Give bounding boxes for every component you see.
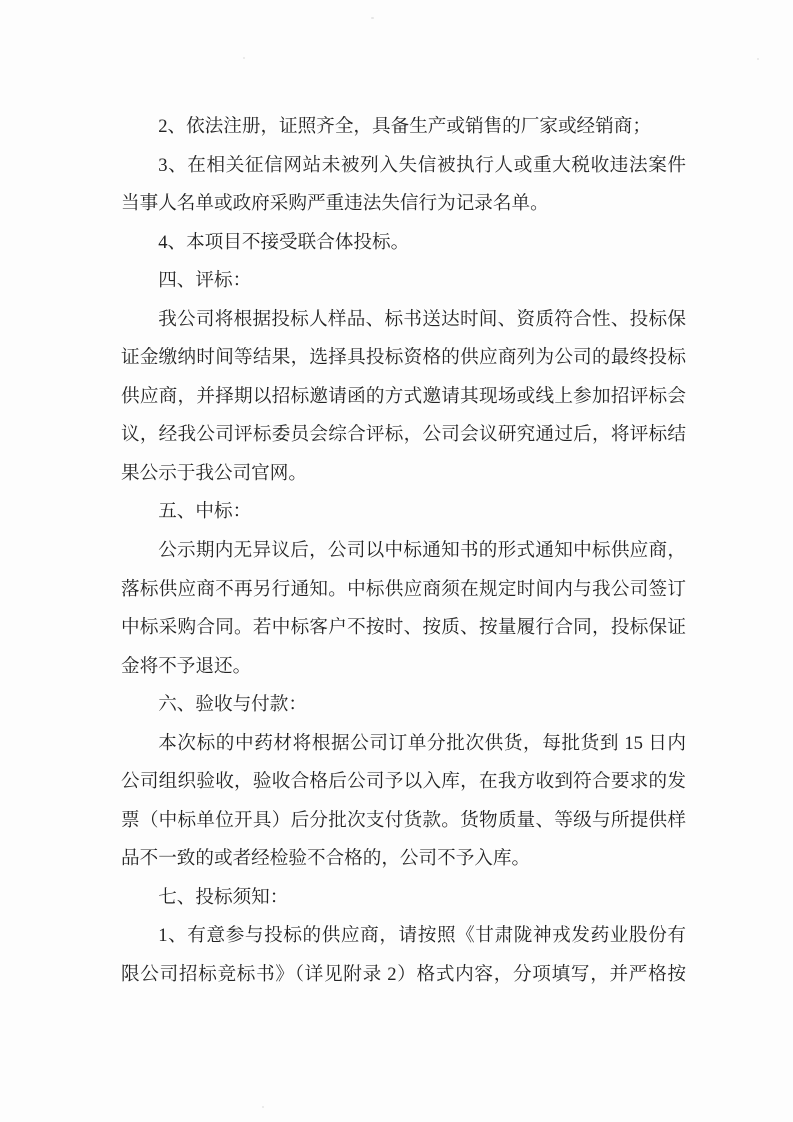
text-line: 中标采购合同。若中标客户不按时、按质、按量履行合同，投标保证 — [121, 617, 686, 639]
text-line: 1、有意参与投标的供应商，请按照《甘肃陇神戎发药业股份有 — [158, 925, 686, 947]
text-line: 果公示于我公司官网。 — [121, 462, 307, 484]
text-line: 票（中标单位开具）后分批次支付货款。货物质量、等级与所提供样 — [121, 809, 686, 831]
text-line: 落标供应商不再另行通知。中标供应商须在规定时间内与我公司签订 — [121, 578, 686, 600]
text-line: 3、在相关征信网站未被列入失信被执行人或重大税收违法案件 — [158, 154, 686, 176]
text-line: 我公司将根据投标人样品、标书送达时间、资质符合性、投标保 — [158, 308, 686, 330]
scan-speck — [371, 17, 374, 19]
text-line: 供应商，并择期以招标邀请函的方式邀请其现场或线上参加招评标会 — [121, 385, 686, 407]
scan-speck — [757, 58, 759, 60]
section-heading: 四、评标： — [158, 270, 252, 292]
text-line: 品不一致的或者经检验不合格的，公司不予入库。 — [121, 848, 531, 870]
text-line: 限公司招标竞标书》（详见附录 2）格式内容，分项填写，并严格按 — [121, 964, 686, 986]
text-line: 证金缴纳时间等结果，选择具投标资格的供应商列为公司的最终投标 — [121, 347, 686, 369]
section-heading: 六、验收与付款： — [158, 694, 307, 716]
text-line: 2、依法注册，证照齐全，具备生产或销售的厂家或经销商； — [158, 116, 651, 137]
document-text — [121, 108, 686, 995]
section-heading: 七、投标须知： — [158, 886, 289, 908]
scan-speck — [262, 1106, 264, 1108]
scan-speck — [243, 57, 245, 59]
text-line: 公示期内无异议后，公司以中标通知书的形式通知中标供应商， — [158, 540, 686, 562]
text-line: 本次标的中药材将根据公司订单分批次供货，每批货到 15 日内 — [158, 732, 686, 754]
text-line: 金将不予退还。 — [121, 655, 252, 677]
section-heading: 五、中标： — [158, 501, 252, 523]
text-line: 议，经我公司评标委员会综合评标，公司会议研究通过后，将评标结 — [121, 424, 686, 446]
text-line: 4、本项目不接受联合体投标。 — [158, 231, 410, 253]
text-line: 当事人名单或政府采购严重违法失信行为记录名单。 — [121, 193, 549, 215]
text-line: 公司组织验收，验收合格后公司予以入库，在我方收到符合要求的发 — [121, 771, 686, 793]
